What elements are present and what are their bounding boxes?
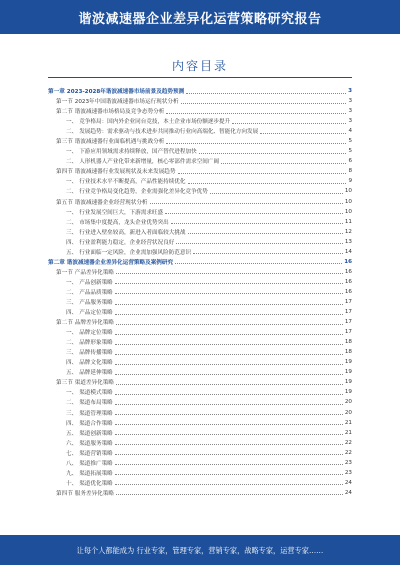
toc-entry-title: 品牌形象策略 <box>79 340 113 347</box>
toc-leader-dots <box>116 273 343 274</box>
toc-entry-title: 渠道差异化策略 <box>74 380 114 387</box>
toc-entry[interactable] <box>48 307 352 317</box>
toc-leader-dots <box>115 364 343 365</box>
toc-entry[interactable] <box>48 397 352 407</box>
toc-entry-number: 五、 <box>66 249 78 256</box>
toc-leader-dots <box>115 434 343 435</box>
toc-leader-dots <box>221 163 346 164</box>
toc-entry-title: 人形机器人产业化带来新增量，核心零部件需求空间广阔 <box>79 159 220 166</box>
page-footer <box>0 535 400 565</box>
toc-entry-title: 行业技术水平不断提高，产品性能持续优化 <box>79 179 186 186</box>
toc-leader-dots <box>178 173 347 174</box>
toc-leader-dots <box>116 324 343 325</box>
toc-entry-number: 二、 <box>66 219 78 226</box>
toc-entry-title: 市场集中度提高，龙头企业优势突出 <box>79 219 169 226</box>
toc-entry-page: 20 <box>344 399 352 406</box>
toc-leader-dots <box>175 263 342 264</box>
toc-entry[interactable] <box>48 488 352 498</box>
toc-entry-number: 五、 <box>66 370 78 377</box>
toc-entry-number: 第三节 <box>56 139 73 146</box>
toc-leader-dots <box>166 143 346 144</box>
toc-entry-title: 谐波减速器市场格局及竞争态势分析 <box>74 109 165 116</box>
toc-entry-number: 七、 <box>66 450 78 457</box>
toc-entry[interactable] <box>48 408 352 418</box>
toc-entry[interactable] <box>48 448 352 458</box>
toc-entry[interactable] <box>48 86 352 96</box>
toc-entry[interactable] <box>48 186 352 196</box>
toc-entry-number: 第四节 <box>56 490 73 497</box>
toc-leader-dots <box>166 113 346 114</box>
toc-entry-number: 第一章 <box>48 89 65 96</box>
toc-entry-number: 第一节 <box>56 99 73 106</box>
toc-entry-title: 渠道营销策略 <box>79 450 113 457</box>
toc-entry-title: 竞争格局：国内外企业同台竞技，本土企业市场份额逐步提升 <box>79 119 231 126</box>
toc-heading: 内容目录 <box>171 59 228 73</box>
toc-entry-number: 三、 <box>66 350 78 357</box>
toc-entry[interactable] <box>48 357 352 367</box>
toc-entry-number: 六、 <box>66 440 78 447</box>
toc-entry-page: 16 <box>344 278 352 285</box>
toc-entry-title: 谐波减速器企业差异化运营策略及案例研究 <box>66 259 174 266</box>
toc-entry-number: 二、 <box>66 189 78 196</box>
toc-entry-number: 三、 <box>66 300 78 306</box>
toc-entry[interactable] <box>48 297 352 307</box>
toc-entry-number: 十、 <box>66 480 78 487</box>
toc-entry-number: 第一节 <box>56 269 73 276</box>
toc-entry[interactable] <box>48 277 352 287</box>
toc-entry-page: 17 <box>344 309 352 316</box>
toc-leader-dots <box>171 223 343 224</box>
toc-entry[interactable] <box>48 166 352 176</box>
toc-entry-number: 第四节 <box>56 169 73 176</box>
toc-entry-page: 23 <box>344 469 352 476</box>
toc-entry-page: 20 <box>344 409 352 416</box>
toc-entry-title: 产品创新策略 <box>79 279 113 286</box>
toc-entry[interactable] <box>48 287 352 297</box>
toc-entry[interactable] <box>48 418 352 428</box>
toc-leader-dots <box>210 193 343 194</box>
toc-leader-dots <box>115 474 343 475</box>
toc-entry-page: 21 <box>344 419 352 426</box>
toc-entry-title: 渠道布局策略 <box>79 400 113 407</box>
toc-entry[interactable] <box>48 267 352 277</box>
toc-entry-title: 渠道合作策略 <box>79 420 113 427</box>
toc-entry-title: 2023年中国谐波减速器市场运行现状分析 <box>74 99 179 106</box>
toc-leader-dots <box>115 304 343 305</box>
toc-entry-title: 发展趋势：需求驱动与技术进步共同推动行业向高端化、智能化方向发展 <box>79 129 259 136</box>
toc-entry-page: 18 <box>344 349 352 356</box>
toc-entry-page: 10 <box>344 198 352 205</box>
toc-entry-page: 3 <box>348 88 352 95</box>
toc-entry[interactable] <box>48 478 352 488</box>
toc-entry-number: 三、 <box>66 229 78 236</box>
toc-leader-dots <box>115 464 343 465</box>
toc-leader-dots <box>115 374 343 375</box>
toc-entry-title: 行业进入壁垒较高，新进入者面临较大挑战 <box>79 229 186 236</box>
toc-entry-page: 9 <box>348 178 352 185</box>
toc-entry[interactable] <box>48 207 352 217</box>
toc-leader-dots <box>116 494 343 495</box>
toc-leader-dots <box>116 384 343 385</box>
toc-entry-title: 渠道管理策略 <box>79 410 113 417</box>
toc-entry-page: 16 <box>344 288 352 295</box>
toc-leader-dots <box>199 153 347 154</box>
toc-leader-dots <box>188 233 343 234</box>
toc-entry-page: 19 <box>344 369 352 376</box>
toc-entry-page: 24 <box>344 489 352 496</box>
toc-entry-number: 一、 <box>66 209 78 216</box>
toc-entry-title: 2023-2028年谐波减速器市场前景及趋势预测 <box>66 89 185 96</box>
toc-entry-page: 10 <box>344 188 352 195</box>
toc-leader-dots <box>115 404 343 405</box>
toc-entry[interactable] <box>48 438 352 448</box>
toc-entry-number: 四、 <box>66 360 78 367</box>
toc-entry-number: 一、 <box>66 279 78 286</box>
toc-leader-dots <box>115 283 343 284</box>
toc-entry-title: 产品品质策略 <box>79 289 113 296</box>
toc-entry-number: 一、 <box>66 330 78 337</box>
toc-entry[interactable] <box>48 257 352 267</box>
toc-entry[interactable] <box>48 337 352 347</box>
toc-entry-title: 渠道服务策略 <box>79 440 113 447</box>
toc-entry-number: 一、 <box>66 119 78 126</box>
toc-leader-dots <box>115 454 343 455</box>
toc-leader-dots <box>232 123 346 124</box>
table-of-contents <box>48 86 352 498</box>
toc-entry[interactable] <box>48 176 352 186</box>
toc-leader-dots <box>115 334 343 335</box>
toc-entry[interactable] <box>48 317 352 327</box>
toc-entry[interactable] <box>48 377 352 387</box>
toc-entry-number: 二、 <box>66 289 78 296</box>
toc-entry[interactable] <box>48 146 352 156</box>
toc-entry-number: 一、 <box>66 149 78 156</box>
toc-entry-number: 五、 <box>66 430 78 437</box>
toc-entry-title: 产品服务策略 <box>79 300 113 306</box>
toc-entry-title: 品牌延伸策略 <box>79 370 113 377</box>
toc-entry-page: 19 <box>344 379 352 386</box>
toc-leader-dots <box>115 293 343 294</box>
toc-leader-dots <box>115 394 343 395</box>
toc-entry[interactable] <box>48 458 352 468</box>
toc-entry-page: 14 <box>344 248 352 255</box>
toc-leader-dots <box>193 253 343 254</box>
toc-leader-dots <box>188 183 347 184</box>
toc-divider <box>48 77 352 78</box>
toc-entry-page: 11 <box>344 218 352 225</box>
toc-entry-title: 产品差异化策略 <box>74 269 114 276</box>
toc-entry-title: 行业发展空间巨大，下游需求旺盛 <box>79 209 164 216</box>
toc-leader-dots <box>165 213 343 214</box>
toc-entry-title: 渠道优化策略 <box>79 480 113 487</box>
toc-entry-page: 17 <box>344 299 352 305</box>
toc-entry-page: 16 <box>344 268 352 275</box>
toc-entry[interactable] <box>48 237 352 247</box>
toc-entry-page: 19 <box>344 389 352 396</box>
toc-entry-number: 二、 <box>66 400 78 407</box>
toc-entry[interactable] <box>48 217 352 227</box>
toc-entry-number: 四、 <box>66 310 78 317</box>
toc-leader-dots <box>176 243 343 244</box>
toc-entry-number: 一、 <box>66 390 78 397</box>
toc-leader-dots <box>115 354 343 355</box>
toc-entry[interactable] <box>48 468 352 478</box>
toc-entry-page: 3 <box>348 118 352 125</box>
toc-entry-page: 17 <box>344 319 352 326</box>
toc-entry-title: 渠道推广策略 <box>79 460 113 467</box>
toc-entry[interactable] <box>48 367 352 377</box>
toc-entry-title: 行业面临一定风险，企业需加强风险防范意识 <box>79 249 192 256</box>
toc-entry-title: 谐波减速器企业经营现状分析 <box>74 199 148 206</box>
toc-entry-title: 谐波减速器行业发展现状及未来发展趋势 <box>74 169 176 176</box>
toc-entry-title: 品牌差异化策略 <box>74 320 114 327</box>
toc-leader-dots <box>115 314 343 315</box>
toc-entry-title: 谐波减速器行业面临机遇与挑战分析 <box>74 139 165 146</box>
toc-entry-number: 第二节 <box>56 109 73 116</box>
toc-entry-title: 服务差异化策略 <box>74 490 114 497</box>
toc-entry-number: 八、 <box>66 460 78 467</box>
toc-leader-dots <box>115 484 343 485</box>
toc-leader-dots <box>115 444 343 445</box>
toc-entry-title: 行业盈利能力稳定，企业经营状况良好 <box>79 239 175 246</box>
toc-entry-title: 行业竞争格局变化趋势，企业需强化差异化竞争优势 <box>79 189 208 196</box>
toc-entry-page: 6 <box>348 158 352 165</box>
toc-entry-page: 21 <box>344 429 352 436</box>
toc-entry[interactable] <box>48 227 352 237</box>
toc-entry-page: 8 <box>348 168 352 175</box>
toc-entry-page: 5 <box>348 138 352 145</box>
toc-entry-title: 品牌定位策略 <box>79 330 113 337</box>
toc-entry-page: 22 <box>344 449 352 456</box>
toc-entry-number: 九、 <box>66 470 78 477</box>
toc-leader-dots <box>150 203 343 204</box>
toc-entry-title: 下游应用领域需求持续释放，国产替代进程加快 <box>79 149 197 156</box>
toc-leader-dots <box>186 93 346 94</box>
toc-leader-dots <box>115 344 343 345</box>
report-title: 谐波减速器企业差异化运营策略研究报告 <box>78 12 322 27</box>
toc-entry-page: 16 <box>344 258 352 265</box>
toc-entry-page: 5 <box>348 148 352 155</box>
toc-entry-page: 24 <box>344 479 352 486</box>
toc-entry[interactable] <box>48 156 352 166</box>
toc-entry-number: 四、 <box>66 239 78 246</box>
toc-entry-title: 渠道拓展策略 <box>79 470 113 477</box>
toc-entry-page: 10 <box>344 208 352 215</box>
toc-entry-page: 19 <box>344 359 352 366</box>
toc-entry-page: 22 <box>344 439 352 446</box>
toc-entry-page: 17 <box>344 329 352 336</box>
toc-entry-page: 18 <box>344 339 352 346</box>
toc-entry-number: 第三节 <box>56 380 73 387</box>
toc-entry[interactable] <box>48 96 352 106</box>
toc-leader-dots <box>181 103 347 104</box>
toc-entry-number: 第二章 <box>48 259 65 266</box>
toc-entry[interactable] <box>48 116 352 126</box>
toc-entry-number: 一、 <box>66 179 78 186</box>
toc-entry-number: 三、 <box>66 410 78 417</box>
toc-entry-page: 4 <box>348 128 352 135</box>
toc-entry-page: 3 <box>348 98 352 105</box>
toc-entry-title: 品牌文化策略 <box>79 360 113 367</box>
toc-entry-number: 二、 <box>66 340 78 347</box>
toc-entry-number: 二、 <box>66 129 78 136</box>
toc-entry[interactable] <box>48 428 352 438</box>
toc-entry-page: 23 <box>344 459 352 466</box>
toc-entry[interactable] <box>48 347 352 357</box>
toc-entry[interactable] <box>48 136 352 146</box>
toc-leader-dots <box>260 133 346 134</box>
toc-entry-title: 渠道模式策略 <box>79 390 113 397</box>
toc-entry[interactable] <box>48 197 352 207</box>
toc-entry-title: 产品定位策略 <box>79 310 113 317</box>
report-header <box>0 0 400 34</box>
toc-entry-number: 二、 <box>66 159 78 166</box>
toc-entry-page: 13 <box>344 238 352 245</box>
footer-slogan: 让每个人都能成为 行业专家，管理专家，营销专家，战略专家，运营专家…… <box>76 546 324 555</box>
toc-entry[interactable] <box>48 327 352 337</box>
toc-entry-number: 四、 <box>66 420 78 427</box>
toc-entry[interactable] <box>48 247 352 257</box>
toc-entry-number: 第二节 <box>56 320 73 327</box>
toc-leader-dots <box>115 414 343 415</box>
toc-entry[interactable] <box>48 126 352 136</box>
toc-entry[interactable] <box>48 387 352 397</box>
toc-entry-title: 品牌传播策略 <box>79 350 113 357</box>
toc-leader-dots <box>115 424 343 425</box>
toc-entry-page: 12 <box>344 228 352 235</box>
toc-entry[interactable] <box>48 106 352 116</box>
toc-entry-page: 3 <box>348 108 352 115</box>
toc-entry-title: 渠道创新策略 <box>79 430 113 437</box>
toc-entry-number: 第五节 <box>56 199 73 206</box>
